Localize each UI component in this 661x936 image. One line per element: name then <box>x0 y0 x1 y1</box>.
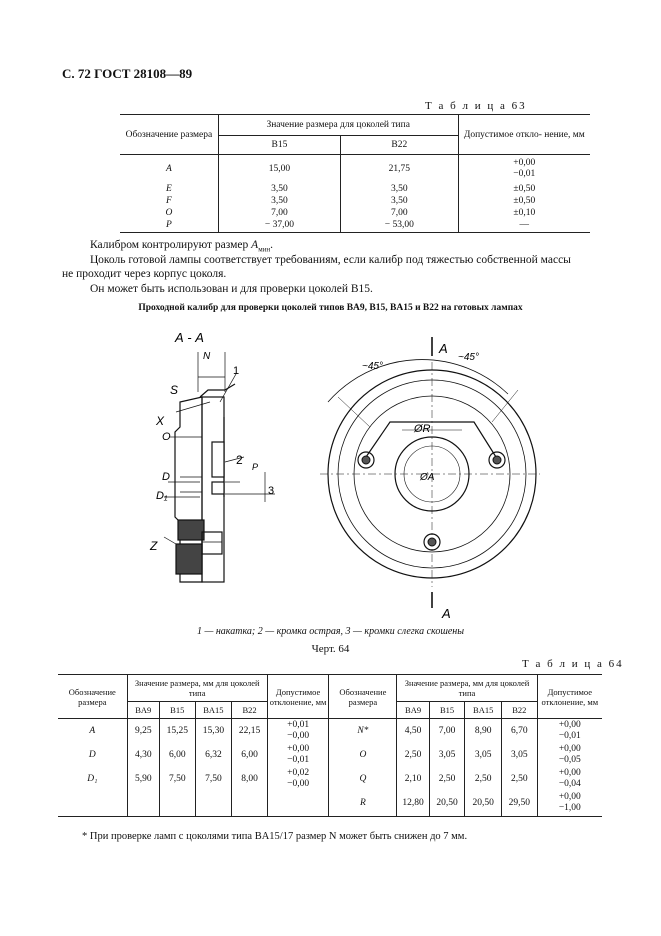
t64-cell <box>232 791 268 817</box>
t64-tol: −0,01 <box>287 754 310 765</box>
t64-left-name: D <box>58 743 127 767</box>
t64-cell: 8,90 <box>465 719 502 743</box>
label-angle-2: ~45° <box>458 352 479 363</box>
p1-end: . <box>270 239 273 251</box>
t64-cell: 2,50 <box>502 767 538 791</box>
t64-cell: 2,50 <box>465 767 502 791</box>
t64-head-group-right: Значение размера, мм для цоколей типа <box>397 675 537 702</box>
t64-cell: 3,05 <box>429 743 465 767</box>
t64-cell: 3,05 <box>502 743 538 767</box>
t64-cell <box>159 791 195 817</box>
t63-head-group: Значение размера для цоколей типа <box>218 115 458 136</box>
t64-right-name: Q <box>329 767 397 791</box>
paragraph-2-line2: не проходит через корпус цоколя. <box>62 268 227 280</box>
t63-head-b22: B22 <box>341 136 459 155</box>
section-label: А - А <box>175 330 204 345</box>
t63-row-name: A <box>120 155 218 183</box>
label-3: 3 <box>268 485 275 497</box>
t64-cell: 6,70 <box>502 719 538 743</box>
t64-cell <box>127 791 159 817</box>
label-x: X <box>156 414 165 428</box>
t64-left-name: D₁ <box>58 767 127 791</box>
chart-caption: Черт. 64 <box>311 643 350 655</box>
label-2: 2 <box>236 453 243 467</box>
paragraph-2-line1: Цоколь готовой лампы соответствует требованиям, если калибр под тяжестью собственной массы <box>90 254 571 266</box>
p1-text: Калибром контролируют размер <box>90 239 252 251</box>
t64-cell: 7,50 <box>159 767 195 791</box>
t64-left-name: A <box>58 719 127 743</box>
t64-cell: 5,90 <box>127 767 159 791</box>
label-a-bottom: A <box>442 606 451 621</box>
figure-title: Проходной калибр для проверки цоколей типов BA9, B15, BA15 и B22 на готовых лампах <box>138 303 523 313</box>
label-phi-a: ØA <box>420 472 435 483</box>
t64-type: BA9 <box>127 702 159 719</box>
section-view <box>164 352 275 582</box>
t64-right-name: O <box>329 743 397 767</box>
label-p: P <box>252 462 259 472</box>
label-1: 1 <box>233 365 240 377</box>
t64-tol: +0,00 <box>558 792 581 803</box>
t64-cell: 20,50 <box>429 791 465 817</box>
t64-tol: −0,01 <box>558 730 581 741</box>
label-o: O <box>162 431 171 443</box>
t64-tol: +0,00 <box>287 743 310 754</box>
t63-row-name: O <box>120 207 218 219</box>
t64-tol: −0,00 <box>287 730 310 741</box>
t64-tol: −0,00 <box>287 778 310 789</box>
t63-row-name: E <box>120 183 218 195</box>
figure-legend: 1 — накатка; 2 — кромка острая, 3 — кромки слегка скошены <box>196 626 465 637</box>
label-d: D <box>162 471 170 483</box>
t64-left-name <box>58 791 127 817</box>
t64-cell: 29,50 <box>502 791 538 817</box>
t64-cell: 15,30 <box>195 719 232 743</box>
t64-head-tolerance-right: Допустимое отклонение, мм <box>537 675 602 719</box>
paragraph-3: Он может быть использован и для проверки цоколей B15. <box>90 283 373 295</box>
t63-cell: − 37,00 <box>218 219 340 233</box>
t64-type: B15 <box>429 702 465 719</box>
t64-cell: 7,00 <box>429 719 465 743</box>
t64-tol: +0,01 <box>287 719 310 730</box>
t64-cell: 4,50 <box>397 719 429 743</box>
p1-var: A <box>251 239 259 251</box>
page-header: С. 72 ГОСТ 28108—89 <box>62 66 193 81</box>
t64-cell: 2,50 <box>397 743 429 767</box>
t64-cell: 6,32 <box>195 743 232 767</box>
t64-type: BA15 <box>195 702 232 719</box>
t63-head-tolerance: Допустимое откло- нение, мм <box>458 115 590 155</box>
label-a-top: A <box>439 341 448 356</box>
t63-cell: 15,00 <box>218 155 340 183</box>
t64-right-name: N* <box>329 719 397 743</box>
t64-tol: −0,04 <box>558 778 581 789</box>
t63-cell: − 53,00 <box>341 219 459 233</box>
t64-cell: 20,50 <box>465 791 502 817</box>
p1-sub: мин <box>258 245 271 254</box>
t63-tol: +0,00 <box>513 157 536 168</box>
t64-type: BA9 <box>397 702 429 719</box>
table63-caption: Т а б л и ц а 63 <box>425 100 527 112</box>
t64-tol: −0,05 <box>558 754 581 765</box>
t64-cell: 4,30 <box>127 743 159 767</box>
t64-cell: 2,10 <box>397 767 429 791</box>
t63-head-b15: B15 <box>218 136 340 155</box>
t63-cell: 3,50 <box>341 195 459 207</box>
t64-head-group-left: Значение размера, мм для цоколей типа <box>127 675 267 702</box>
label-n: N <box>203 351 211 362</box>
label-z: Z <box>150 539 158 553</box>
t64-tol: +0,00 <box>558 743 581 754</box>
label-d1: D₁ <box>156 490 168 502</box>
label-s: S <box>170 383 179 397</box>
t63-head-designation: Обозначение размера <box>120 115 218 155</box>
t64-cell <box>195 791 232 817</box>
table64 <box>58 674 602 817</box>
t63-tol: — <box>458 219 590 233</box>
label-angle-1: ~45° <box>362 361 383 372</box>
t64-cell: 12,80 <box>397 791 429 817</box>
t63-cell: 7,00 <box>341 207 459 219</box>
t64-type: B15 <box>159 702 195 719</box>
t64-cell: 15,25 <box>159 719 195 743</box>
t64-cell <box>267 791 329 817</box>
t64-head-tolerance-left: Допустимое отклонение, мм <box>267 675 329 719</box>
footnote: * При проверке ламп с цоколями типа BA15/17 размер N может быть снижен до 7 мм. <box>82 831 468 842</box>
table64-caption: Т а б л и ц а 64 <box>522 658 624 670</box>
t64-cell: 6,00 <box>232 743 268 767</box>
t63-tol: ±0,50 <box>513 195 536 206</box>
t64-cell: 6,00 <box>159 743 195 767</box>
t63-tol: ±0,50 <box>513 183 536 194</box>
t64-tol: +0,00 <box>558 767 581 778</box>
t64-head-designation-left: Обозначение размера <box>58 675 127 719</box>
t63-cell: 3,50 <box>218 195 340 207</box>
t64-right-name: R <box>329 791 397 817</box>
t64-cell: 9,25 <box>127 719 159 743</box>
t63-row-name: P <box>120 219 218 233</box>
t63-tol: ±0,10 <box>513 207 536 218</box>
t64-cell: 3,05 <box>465 743 502 767</box>
t64-type: B22 <box>232 702 268 719</box>
t64-cell: 22,15 <box>232 719 268 743</box>
t64-tol: −1,00 <box>558 803 581 814</box>
t64-tol: +0,00 <box>558 719 581 730</box>
t63-tol: −0,01 <box>513 168 536 179</box>
label-phi-r: ØR <box>414 423 431 435</box>
t64-cell: 2,50 <box>429 767 465 791</box>
t64-type: BA15 <box>465 702 502 719</box>
t64-cell: 8,00 <box>232 767 268 791</box>
gauge-drawing <box>140 322 540 627</box>
t63-cell: 3,50 <box>341 183 459 195</box>
t64-type: B22 <box>502 702 538 719</box>
t63-cell: 21,75 <box>341 155 459 183</box>
t63-row-name: F <box>120 195 218 207</box>
t64-cell: 7,50 <box>195 767 232 791</box>
t64-tol: +0,02 <box>287 767 310 778</box>
t64-head-designation-right: Обозначение размера <box>329 675 397 719</box>
t63-cell: 7,00 <box>218 207 340 219</box>
table63 <box>120 114 590 233</box>
t63-cell: 3,50 <box>218 183 340 195</box>
